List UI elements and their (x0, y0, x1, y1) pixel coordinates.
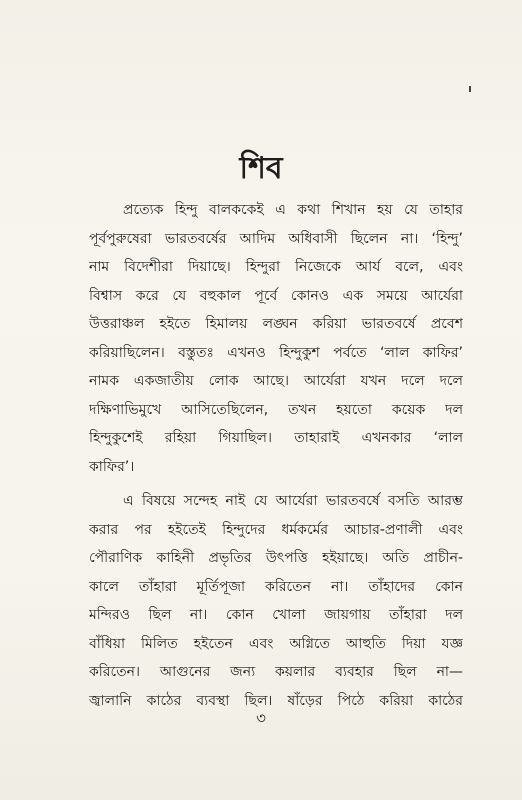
text-line: নাম বিদেশীরা দিয়াছে। হিন্দুরা নিজেকে আর্য বলে, এবং (89, 259, 463, 275)
text-line: করিতেন। আগুনের জন্য কয়লার ব্যবহার ছিল না— (89, 664, 463, 680)
page-title: শিব (239, 151, 283, 186)
text-line: মন্দিরও ছিল না। কোন খোলা জায়গায় তাঁহারা দল (89, 607, 463, 623)
text-line: এ বিষয়ে সন্দেহ নাই যে আর্যেরা ভারতবর্ষে বসতি আরম্ভ (123, 493, 463, 509)
page-number: ৩ (256, 709, 266, 727)
text-line: কালে তাঁহারা মূর্তিপূজা করিতেন না। তাঁহাদের কোন (89, 578, 463, 595)
text-line: পূর্বপুরুষেরা ভারতবর্ষের আদিম অধিবাসী ছিলেন না। ‘হিন্দু’ (89, 230, 463, 247)
text-line: করার পর হইতেই হিন্দুদের ধর্মকর্মের আচার-প্রণালী এবং (89, 521, 463, 538)
text-line: নামক একজাতীয় লোক আছে। আর্যেরা যখন দলে দলে (89, 373, 463, 389)
text-line: বাঁধিয়া মিলিত হইতেন এবং অগ্নিতে আহুতি দিয়া যজ্ঞ (89, 635, 463, 652)
text-line: বিশ্বাস করে যে বহুকাল পূর্বে কোনও এক সময়ে আর্যেরা (89, 287, 463, 304)
bleed-through-text (60, 26, 482, 116)
text-line: করিয়াছিলেন। বস্তুতঃ এখনও হিন্দুকুশ পর্বতে ‘লাল কাফির’ (89, 344, 463, 361)
text-line: দক্ষিণাভিমুখে আসিতেছিলেন, তখন হয়তো কয়েক দল (89, 401, 463, 418)
text-line: হিন্দুকুশেই রহিয়া গিয়াছিল। তাহারাই এখনকার ‘লাল (89, 430, 463, 446)
text-line: কাফির’। (89, 458, 135, 475)
text-line: জ্বালানি কাঠের ব্যবস্থা ছিল। ষাঁড়ের পিঠে করিয়া কাঠের (89, 692, 463, 709)
text-line: উত্তরাঞ্চল হইতে হিমালয় লঙ্ঘন করিয়া ভারতবর্ষে প্রবেশ (89, 316, 463, 332)
body-text (89, 196, 463, 715)
ink-mark (469, 86, 471, 92)
text-line: পৌরাণিক কাহিনী প্রভৃতির উৎপত্তি হইয়াছে। অতি প্রাচীন- (89, 550, 463, 566)
text-line: প্রত্যেক হিন্দু বালককেই এ কথা শিখান হয় যে তাহার (123, 202, 463, 218)
paragraph-2 (89, 487, 463, 715)
paragraph-1 (89, 196, 463, 481)
